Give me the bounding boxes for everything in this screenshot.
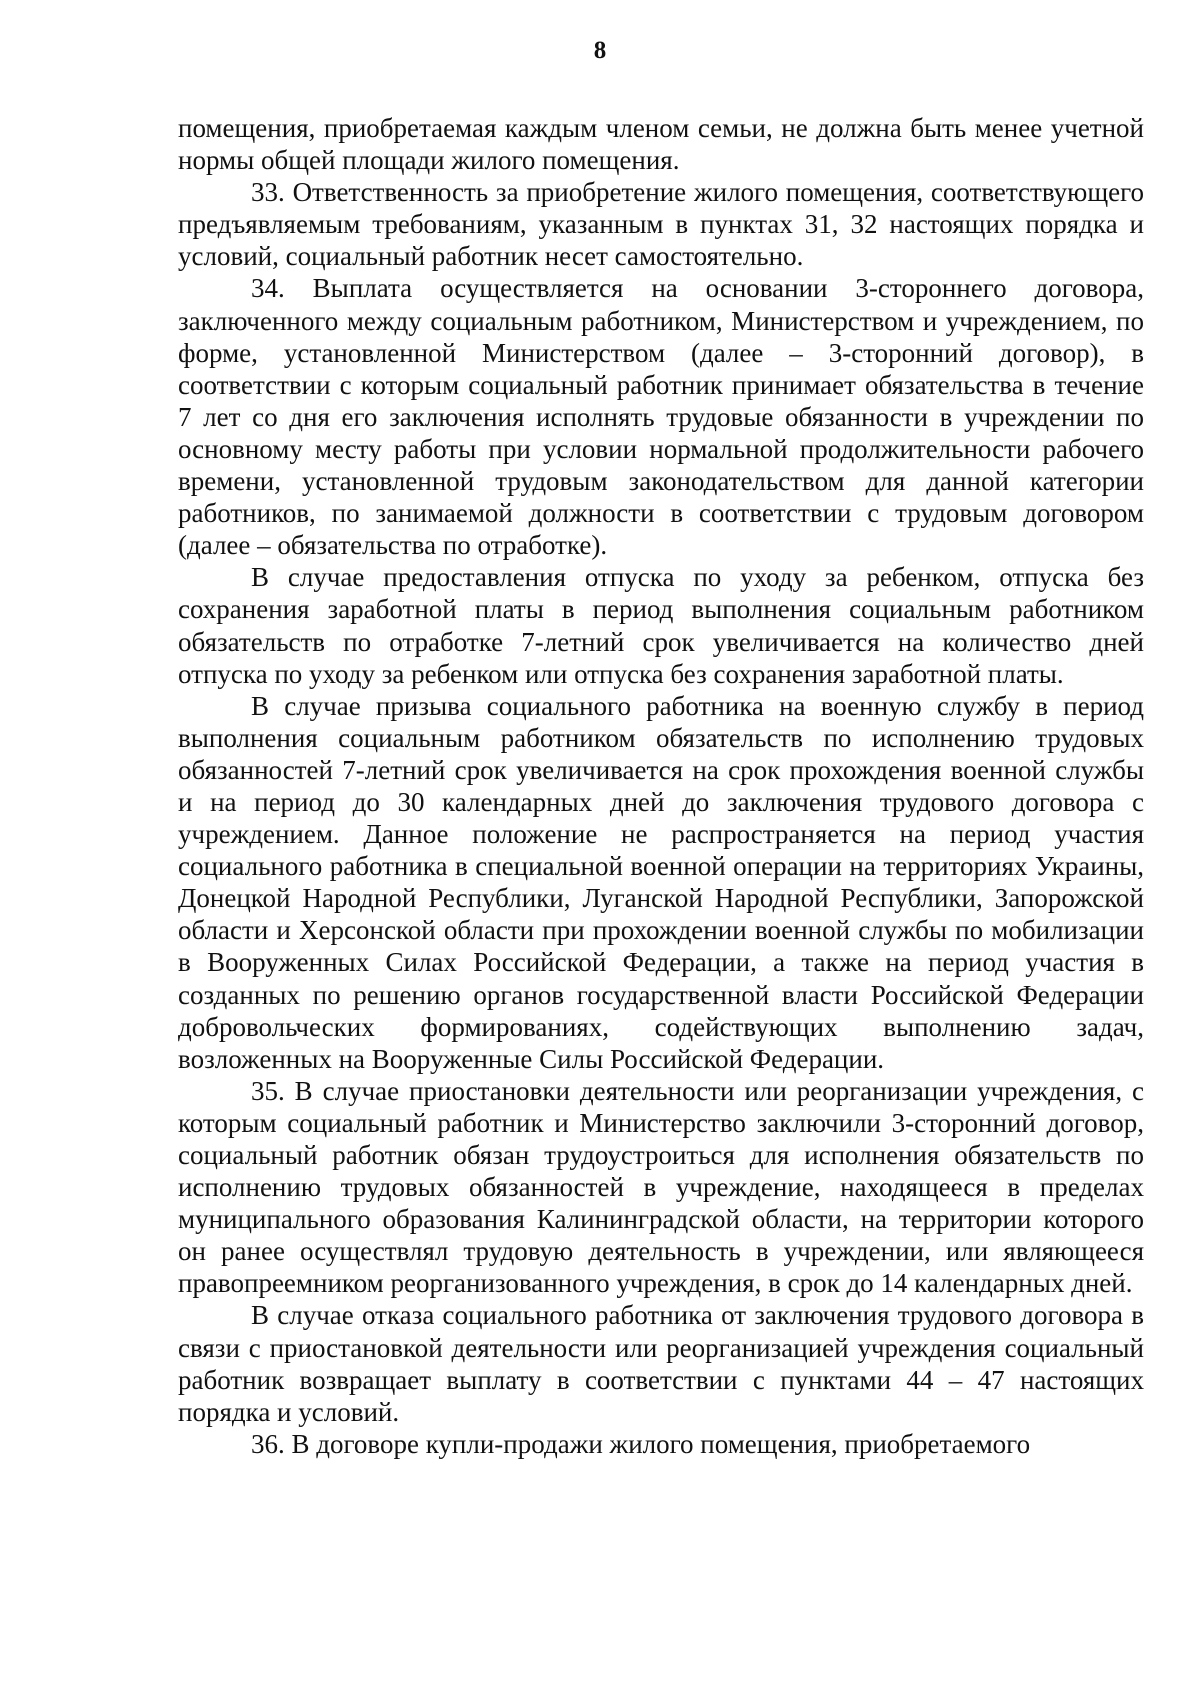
paragraph-item-33: 33. Ответственность за приобретение жилого помещения, соответствующего предъявляемым требованиям, указанным в пунктах 31, 32 настоящих порядка и условий, социальный работник несет самостоятельно. [178,177,1144,272]
document-body [178,112,1144,1460]
paragraph-item-35: 35. В случае приостановки деятельности или реорганизации учреждения, с которым социальный работник и Министерство заключили 3-сторонний договор, социальный работник обязан трудоустроиться для исполнения обязательств по исполнению трудовых обязанностей в учреждение, находящееся в пределах муниципального образования Калининградской области, на территории которого он ранее осуществлял трудовую деятельность в учреждении, или являющееся правопреемником реорганизованного учреждения, в срок до 14 календарных дней. [178,1075,1144,1299]
paragraph-item-34: 34. Выплата осуществляется на основании 3-стороннего договора, заключенного между социальным работником, Министерством и учреждением, по форме, установленной Министерством (далее – 3-сторонний договор), в соответствии с которым социальный работник принимает обязательства в течение 7 лет со дня его заключения исполнять трудовые обязанности в учреждении по основному месту работы при условии нормальной продолжительности рабочего времени, установленной трудовым законодательством для данной категории работников, по занимаемой должности в соответствии с трудовым договором (далее – обязательства по отработке). [178,273,1144,561]
paragraph-item-36: 36. В договоре купли-продажи жилого помещения, приобретаемого [251,1428,1031,1459]
page-number: 8 [593,37,607,64]
paragraph-parental-leave: В случае предоставления отпуска по уходу за ребенком, отпуска без сохранения заработной платы в период выполнения социальным работником обязательств по отработке 7-летний срок увеличивается на количество дней отпуска по уходу за ребенком или отпуска без сохранения заработной платы. [178,562,1144,689]
paragraph-military-service: В случае призыва социального работника на военную службу в период выполнения социальным работником обязательств по исполнению трудовых обязанностей 7-летний срок увеличивается на срок прохождения военной службы и на период до 30 календарных дней до заключения трудового договора с учреждением. Данное положение не распространяется на период участия социального работника в специальной военной операции на территориях Украины, Донецкой Народной Республики, Луганской Народной Республики, Запорожской области и Херсонской области при прохождении военной службы по мобилизации в Вооруженных Силах Российской Федерации, а также на период участия в созданных по решению органов государственной власти Российской Федерации добровольческих формированиях, содействующих выполнению задач, возложенных на Вооруженные Силы Российской Федерации. [178,690,1144,1074]
paragraph-continuation: помещения, приобретаемая каждым членом семьи, не должна быть менее учетной нормы общей площади жилого помещения. [178,113,1144,176]
paragraph-refusal: В случае отказа социального работника от заключения трудового договора в связи с приостановкой деятельности или реорганизацией учреждения социальный работник возвращает выплату в соответствии с пунктами 44 – 47 настоящих порядка и условий. [178,1300,1144,1427]
